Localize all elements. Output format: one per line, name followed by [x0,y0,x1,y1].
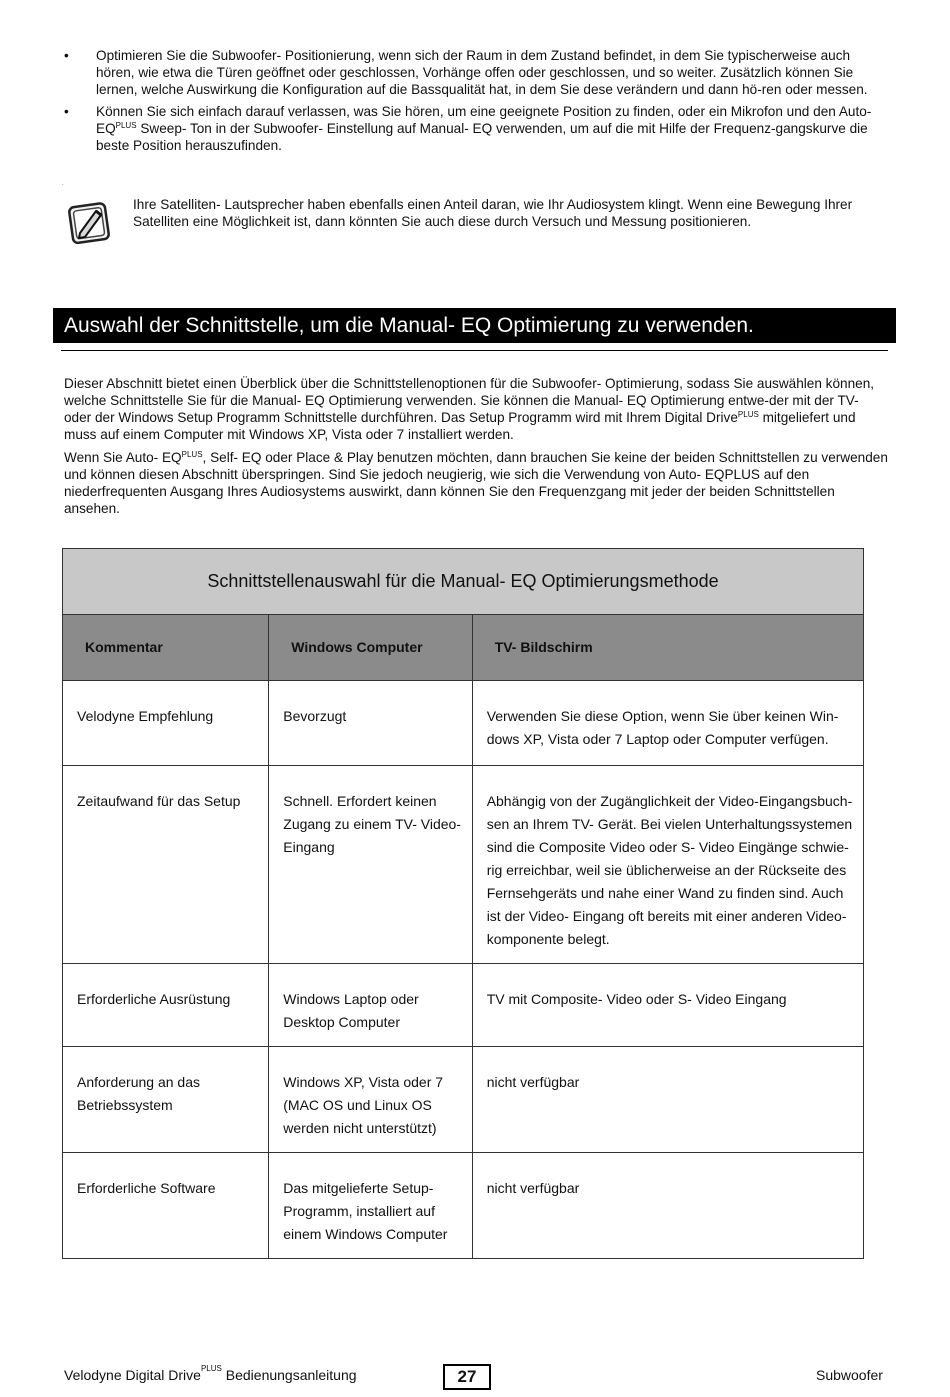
list-item [64,47,888,98]
intro-paragraph: Dieser Abschnitt bietet einen Überblick über die Schnittstellenoptionen für die Subwoofer- Optimierung, sodass Sie auswählen können, welche Schnittstelle Sie für die Manual- EQ Optimierung verwenden. Sie können die Manual- EQ Optimierung entwe-der mit der TV- oder der Windows Setup Programm Schnittstelle durchführen. Das Setup Programm wird mit Ihrem Digital Drive$^{PLUS}$ mitgeliefert und muss auf einem Computer mit Windows XP, Vista oder 7 installiert werden. [64,376,875,442]
table-cell: Schnell. Erfordert keinen Zugang zu einem TV- Video- Eingang [283,793,461,855]
table-cell: Bevorzugt [283,708,347,724]
column-header: Windows Computer [269,615,472,681]
table-cell: Anforderung an das Betriebssystem [77,1074,200,1113]
table-caption: Schnittstellenauswahl für die Manual- EQ Optimierungsmethode [63,549,864,615]
table-header-row [63,615,864,681]
list-item [64,103,888,154]
table-cell: Erforderliche Ausrüstung [77,991,231,1007]
column-header: Kommentar [63,615,269,681]
intro-paragraph: Wenn Sie Auto- $EQ^{PLUS}$, Self- EQ oder Place & Play benutzen möchten, dann brauchen Sie keine der beiden Schnittstellen zu verwenden und können diesen Abschnitt überspringen. Sind Sie jedoch neugierig, wie sich die Verwendung von Auto- EQPLUS auf den niederfrequenten Ausgang Ihres Audiosystems auswirkt, dann können Sie den Frequenzgang mit jeder der beiden Schnittstellen ansehen. [64,450,888,516]
bullet-text: Optimieren Sie die Subwoofer- Positionierung, wenn sich der Raum in dem Zustand befindet, in dem Sie typischerweise auch hören, wie etwa die Türen geöffnet oder geschlossen, Vorhänge offen oder geschlossen, und so weiter. Zusätzlich können Sie lernen, welche Auswirkung die Konfiguration auf die Bassqualität hat, in dem Sie dese verändern und dann hö-ren oder messen. [96,48,868,97]
table-row [63,964,864,1047]
table-cell: Das mitgelieferte Setup-Programm, installiert auf einem Windows Computer [283,1180,448,1242]
interface-comparison-table [62,548,864,1259]
footer-manual-title: Velodyne Digital Drive$^{PLUS}$ Bedienungsanleitung [64,1364,357,1383]
table-cell: Abhängig von der Zugänglichkeit der Video-Eingangsbuch-sen an Ihrem TV- Gerät. Bei vielen Unterhaltungssystemen sind die Composite Video oder S- Video Eingänge schwie-rig erreichbar, weil sie üblicherweise an der Rückseite des Fernsehgeräts und nahe einer Wand zu finden sind. Auch ist der Video- Eingang oft bereits mit einer anderen Video-komponente belegt. [486,793,853,947]
note-pencil-icon [66,199,114,247]
table-cell: Zeitaufwand für das Setup [77,793,241,809]
bullet-symbol: • [64,104,69,119]
table-cell: Velodyne Empfehlung [77,708,214,724]
table-cell: nicht verfügbar [486,1074,580,1090]
table-cell: Windows XP, Vista oder 7 (MAC OS und Linux OS werden nicht unterstützt) [283,1074,444,1136]
divider [61,350,888,351]
bullet-list [64,47,888,159]
table-cell: Verwenden Sie diese Option, wenn Sie über keinen Win-dows XP, Vista oder 7 Laptop oder Computer verfügen. [486,708,839,747]
table-row [63,681,864,766]
column-header: TV- Bildschirm [472,615,863,681]
bullet-symbol: • [64,48,69,63]
tick-mark: . [62,181,64,187]
table-cell: Windows Laptop oder Desktop Computer [283,991,419,1030]
table-cell: TV mit Composite- Video oder S- Video Eingang [486,991,787,1007]
table-cell: nicht verfügbar [486,1180,580,1196]
table-cell: Erforderliche Software [77,1180,216,1196]
table-row [63,1153,864,1259]
note-text: Ihre Satelliten- Lautsprecher haben ebenfalls einen Anteil daran, wie Ihr Audiosystem klingt. Wenn eine Bewegung Ihrer Satelliten eine Möglichkeit ist, dann könnten Sie auch diese durch Versuch und Messung positionieren. [133,197,853,229]
bullet-text: Können Sie sich einfach darauf verlassen, was Sie hören, um eine geeignete Position zu finden, oder ein Mikrofon und den Auto- $EQ^{PLUS}$ Sweep- Ton in der Subwoofer- Einstellung auf Manual- EQ verwenden, um auf die mit Hilfe der Frequenz-gangskurve die beste Position herauszufinden. [96,104,872,153]
intro-text [64,375,888,517]
page-number: 27 [443,1364,491,1390]
footer-section-label: Subwoofer [816,1367,883,1383]
table-row [63,766,864,964]
section-title: Auswahl der Schnittstelle, um die Manual- EQ Optimierung zu verwenden. [53,308,896,343]
table-row [63,1047,864,1153]
